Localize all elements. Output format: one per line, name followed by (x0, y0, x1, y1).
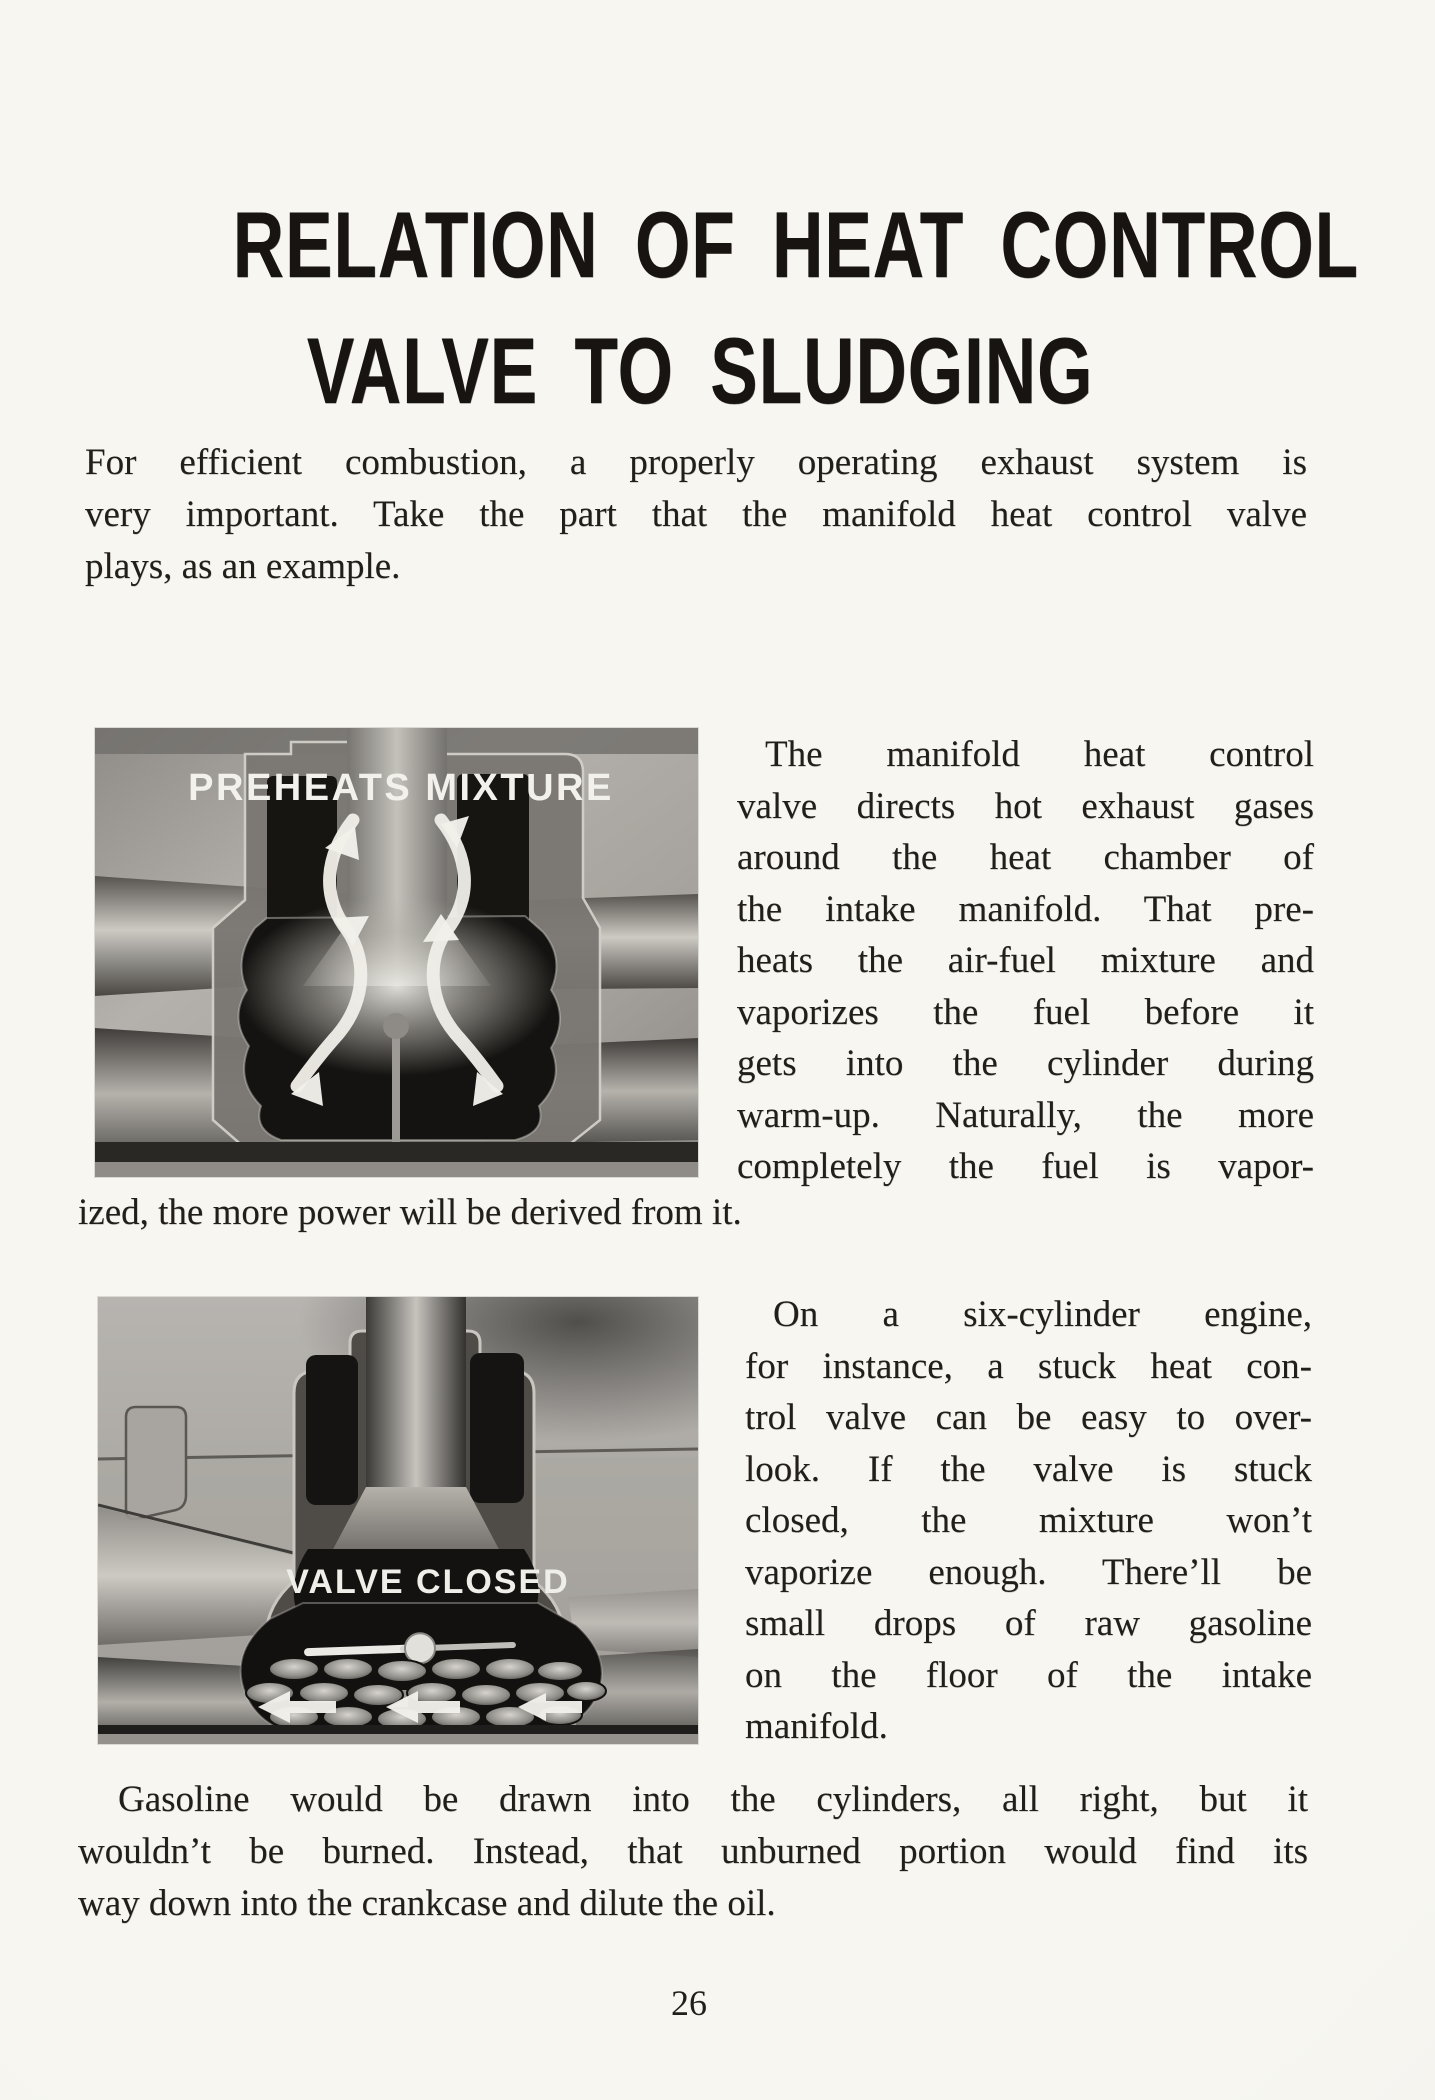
closing-line: Gasoline would be drawn into the cylinders, all right, but it (118, 1779, 1308, 1820)
page-number: 26 (671, 1983, 707, 2023)
figure1-caption-line: completely the fuel is vapor- (737, 1146, 1314, 1187)
closing-line: way down into the crankcase and dilute the oil. (78, 1883, 776, 1924)
figure2-caption-line: small drops of raw gasoline (745, 1603, 1312, 1644)
intro-paragraph (85, 437, 1307, 593)
figure2-bottom-shadow (98, 1725, 698, 1734)
figure1-caption-line: warm-up. Naturally, the more (737, 1094, 1314, 1136)
valve-closed-cutaway-diagram (98, 1297, 698, 1744)
figure2-caption-line: trol valve can be easy to over- (745, 1397, 1312, 1438)
figure2-side-paragraph (745, 1289, 1312, 1753)
figure2-bottom-strip (98, 1734, 698, 1744)
page-title-line-1: RELATION OF HEAT CONTROL (232, 192, 1359, 297)
figure1-label: PREHEATS MIXTURE (188, 767, 614, 809)
riser-bore (366, 1297, 466, 1507)
intro-line: very important. Take the part that the manifold heat control valve (85, 494, 1307, 535)
figure2-caption-line: manifold. (745, 1706, 888, 1747)
figure1-illustration (95, 728, 698, 1177)
closing-line: wouldn’t be burned. Instead, that unburned portion would find its (78, 1831, 1308, 1872)
page-title (85, 182, 1359, 434)
figure1-caption-line: vaporizes the fuel before it (737, 991, 1314, 1033)
intro-line: For efficient combustion, a properly operating exhaust system is (85, 442, 1307, 483)
figure2-caption-line: vaporize enough. There’ll be (745, 1551, 1312, 1593)
figure2-label: VALVE CLOSED (286, 1563, 570, 1601)
figure2-caption-line: look. If the valve is stuck (745, 1448, 1312, 1490)
figure1-caption-line: The manifold heat control (765, 734, 1314, 775)
figure1-caption-line: around the heat chamber of (737, 837, 1314, 878)
riser-cavity-left (306, 1355, 358, 1505)
page-title-line-2: VALVE TO SLUDGING (306, 318, 1094, 423)
closing-paragraph (78, 1774, 1308, 1930)
continuation-line: ized, the more power will be derived from it. (78, 1192, 742, 1233)
figure1-caption-line: valve directs hot exhaust gases (737, 785, 1314, 827)
mounting-boss (126, 1407, 186, 1519)
figure2-caption-line: for instance, a stuck heat con- (745, 1345, 1312, 1387)
figure2-illustration (98, 1297, 698, 1744)
figure1-bottom-strip (95, 1162, 698, 1177)
heat-chamber-cutaway-diagram (95, 728, 698, 1177)
figure2-caption-line: on the floor of the intake (745, 1654, 1312, 1696)
figure1-bottom-shadow (95, 1142, 698, 1162)
riser-cavity-right (470, 1353, 524, 1503)
valve-shaft (392, 1024, 400, 1142)
figure2-caption-line: closed, the mixture won’t (745, 1500, 1312, 1541)
figure1-caption-line: heats the air-fuel mixture and (737, 940, 1314, 981)
valve-shaft-hub (383, 1013, 409, 1039)
intro-line: plays, as an example. (85, 546, 401, 587)
figure1-side-paragraph (737, 729, 1314, 1193)
figure1-caption-line: the intake manifold. That pre- (737, 888, 1314, 930)
figure2-caption-line: On a six-cylinder engine, (773, 1294, 1312, 1335)
paragraph-continuation (78, 1187, 1308, 1239)
figure1-caption-line: gets into the cylinder during (737, 1043, 1314, 1084)
